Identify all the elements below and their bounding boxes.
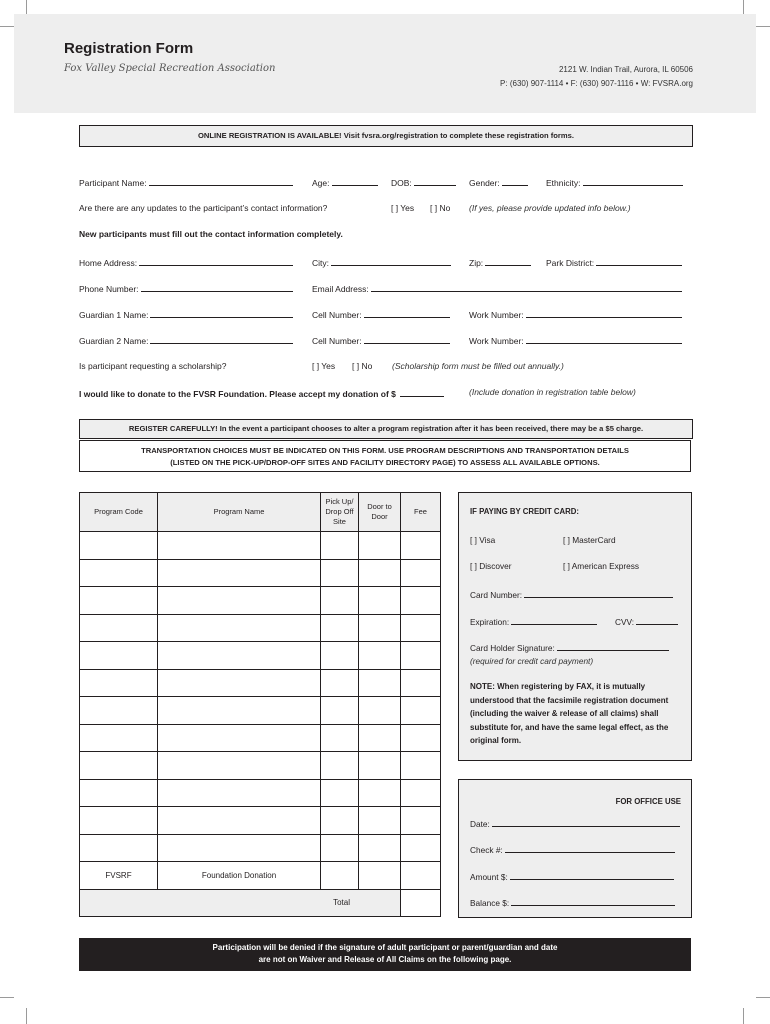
office-balance-label: Balance $: <box>470 898 510 908</box>
updates-note: (If yes, please provide updated info below.) <box>469 203 631 213</box>
signature-label: Card Holder Signature: <box>470 643 555 653</box>
participant-name-field[interactable] <box>79 176 293 188</box>
park-district-field[interactable] <box>546 256 682 268</box>
dob-label: DOB: <box>391 178 412 188</box>
signature-warning-line2: are not on Waiver and Release of All Claims on the following page. <box>258 955 512 964</box>
phone-label: Phone Number: <box>79 284 139 294</box>
crop-mark <box>26 1008 27 1024</box>
home-address-field[interactable] <box>79 256 293 268</box>
card-number-field[interactable] <box>470 588 673 600</box>
crop-mark <box>743 0 744 14</box>
zip-field[interactable] <box>469 256 531 268</box>
ethnicity-label: Ethnicity: <box>546 178 581 188</box>
mastercard-checkbox[interactable]: [ ] MasterCard <box>563 535 616 545</box>
ethnicity-field[interactable] <box>546 176 683 188</box>
office-use-panel <box>458 779 692 918</box>
crop-mark <box>756 26 770 27</box>
office-use-heading: FOR OFFICE USE <box>615 797 681 806</box>
scholarship-question: Is participant requesting a scholarship? <box>79 361 227 371</box>
guardian1-cell-field[interactable] <box>312 308 450 320</box>
age-label: Age: <box>312 178 330 188</box>
table-row[interactable] <box>80 614 441 642</box>
organization-name: Fox Valley Special Recreation Association <box>64 63 276 74</box>
column-header-door-to-door: Door to Door <box>359 493 401 532</box>
transportation-notice-line2: (LISTED ON THE PICK-UP/DROP-OFF SITES AND FACILITY DIRECTORY PAGE) TO ASSESS ALL AVAILABLE OPTIONS. <box>170 458 600 467</box>
guardian2-work-field[interactable] <box>469 334 682 346</box>
visa-checkbox[interactable]: [ ] Visa <box>470 535 496 545</box>
scholarship-yes-checkbox[interactable]: [ ] Yes <box>312 361 336 371</box>
updates-no-checkbox[interactable]: [ ] No <box>430 203 451 213</box>
table-row[interactable] <box>80 587 441 615</box>
guardian1-work-field[interactable] <box>469 308 682 320</box>
guardian1-label: Guardian 1 Name: <box>79 310 149 320</box>
office-amount-field[interactable] <box>470 870 674 882</box>
office-balance-field[interactable] <box>470 896 675 908</box>
card-number-label: Card Number: <box>470 590 523 600</box>
office-date-field[interactable] <box>470 817 680 829</box>
scholarship-note: (Scholarship form must be filled out annually.) <box>392 361 564 371</box>
table-row[interactable] <box>80 724 441 752</box>
donation-note: (Include donation in registration table below) <box>469 387 636 397</box>
expiration-label: Expiration: <box>470 617 510 627</box>
fax-note: NOTE: When registering by FAX, it is mutually understood that the facsimile registration document (including the waiver & release of all claims) shall substitute for, and have the same legal effect, as the original form. <box>470 682 669 746</box>
contact-updates-question: Are there are any updates to the participant’s contact information? <box>79 203 328 213</box>
dob-field[interactable] <box>391 176 456 188</box>
table-row[interactable] <box>80 752 441 780</box>
program-registration-table <box>79 492 441 917</box>
total-fee-cell[interactable] <box>401 889 441 917</box>
work-label: Work Number: <box>469 310 524 320</box>
credit-card-panel <box>458 492 692 761</box>
new-participants-note: New participants must fill out the contact information completely. <box>79 229 343 239</box>
foundation-code: FVSRF <box>80 862 158 890</box>
foundation-name: Foundation Donation <box>158 862 321 890</box>
table-row[interactable] <box>80 807 441 835</box>
city-label: City: <box>312 258 329 268</box>
guardian2-label: Guardian 2 Name: <box>79 336 149 346</box>
column-header-program-name: Program Name <box>158 493 321 532</box>
donation-label: I would like to donate to the FVSR Foundation. Please accept my donation of $ <box>79 389 396 399</box>
office-date-label: Date: <box>470 819 490 829</box>
column-header-fee: Fee <box>401 493 441 532</box>
cell-label: Cell Number: <box>312 310 362 320</box>
amex-checkbox[interactable]: [ ] American Express <box>563 561 640 571</box>
cvv-label: CVV: <box>615 617 635 627</box>
crop-mark <box>0 997 14 998</box>
cell-label: Cell Number: <box>312 336 362 346</box>
transportation-notice <box>79 440 691 472</box>
organization-address: 2121 W. Indian Trail, Aurora, IL 60506 <box>558 65 693 74</box>
email-label: Email Address: <box>312 284 369 294</box>
work-label: Work Number: <box>469 336 524 346</box>
park-district-label: Park District: <box>546 258 595 268</box>
phone-number-field[interactable] <box>79 282 293 294</box>
register-carefully-notice: REGISTER CAREFULLY! In the event a participant chooses to alter a program registration after it has been received, there may be a $5 charge. <box>79 419 693 439</box>
credit-card-heading: IF PAYING BY CREDIT CARD: <box>470 507 580 516</box>
page-title: Registration Form <box>64 40 194 57</box>
expiration-field[interactable] <box>470 615 597 627</box>
table-row[interactable] <box>80 532 441 560</box>
table-row[interactable] <box>80 834 441 862</box>
table-row[interactable] <box>80 697 441 725</box>
table-row[interactable] <box>80 669 441 697</box>
office-amount-label: Amount $: <box>470 872 508 882</box>
online-registration-notice: ONLINE REGISTRATION IS AVAILABLE! Visit fvsra.org/registration to complete these registration forms. <box>79 125 693 147</box>
office-check-field[interactable] <box>470 843 675 855</box>
table-row[interactable] <box>80 779 441 807</box>
scholarship-no-checkbox[interactable]: [ ] No <box>352 361 373 371</box>
home-address-label: Home Address: <box>79 258 138 268</box>
transportation-notice-line1: TRANSPORTATION CHOICES MUST BE INDICATED ON THIS FORM. USE PROGRAM DESCRIPTIONS AND TRANSPORTATION DETAILS <box>141 446 629 455</box>
crop-mark <box>756 997 770 998</box>
table-row[interactable] <box>80 642 441 670</box>
guardian1-name-field[interactable] <box>79 308 293 320</box>
signature-note: (required for credit card payment) <box>470 656 594 666</box>
organization-contact: P: (630) 907-1114 • F: (630) 907-1116 • W: FVSRA.org <box>500 79 693 88</box>
city-field[interactable] <box>312 256 451 268</box>
gender-field[interactable] <box>469 176 528 188</box>
gender-label: Gender: <box>469 178 500 188</box>
age-field[interactable] <box>312 176 378 188</box>
total-row <box>80 889 441 917</box>
participant-name-label: Participant Name: <box>79 178 147 188</box>
office-check-label: Check #: <box>470 845 503 855</box>
card-holder-signature-field[interactable] <box>470 641 669 653</box>
crop-mark <box>743 1008 744 1024</box>
email-address-field[interactable] <box>312 282 682 294</box>
column-header-pickup-site: Pick Up/ Drop Off Site <box>321 493 359 532</box>
discover-checkbox[interactable]: [ ] Discover <box>470 561 512 571</box>
table-row[interactable] <box>80 559 441 587</box>
column-header-program-code: Program Code <box>80 493 158 532</box>
donation-field[interactable] <box>79 387 444 399</box>
total-label: Total <box>80 889 401 917</box>
signature-warning-banner <box>79 938 691 971</box>
guardian2-name-field[interactable] <box>79 334 293 346</box>
updates-yes-checkbox[interactable]: [ ] Yes <box>391 203 415 213</box>
signature-warning-line1: Participation will be denied if the signature of adult participant or parent/guardian and date <box>212 943 558 952</box>
zip-label: Zip: <box>469 258 484 268</box>
foundation-donation-row[interactable] <box>80 862 441 890</box>
crop-mark <box>0 26 14 27</box>
cvv-field[interactable] <box>615 615 678 627</box>
crop-mark <box>26 0 27 14</box>
guardian2-cell-field[interactable] <box>312 334 450 346</box>
